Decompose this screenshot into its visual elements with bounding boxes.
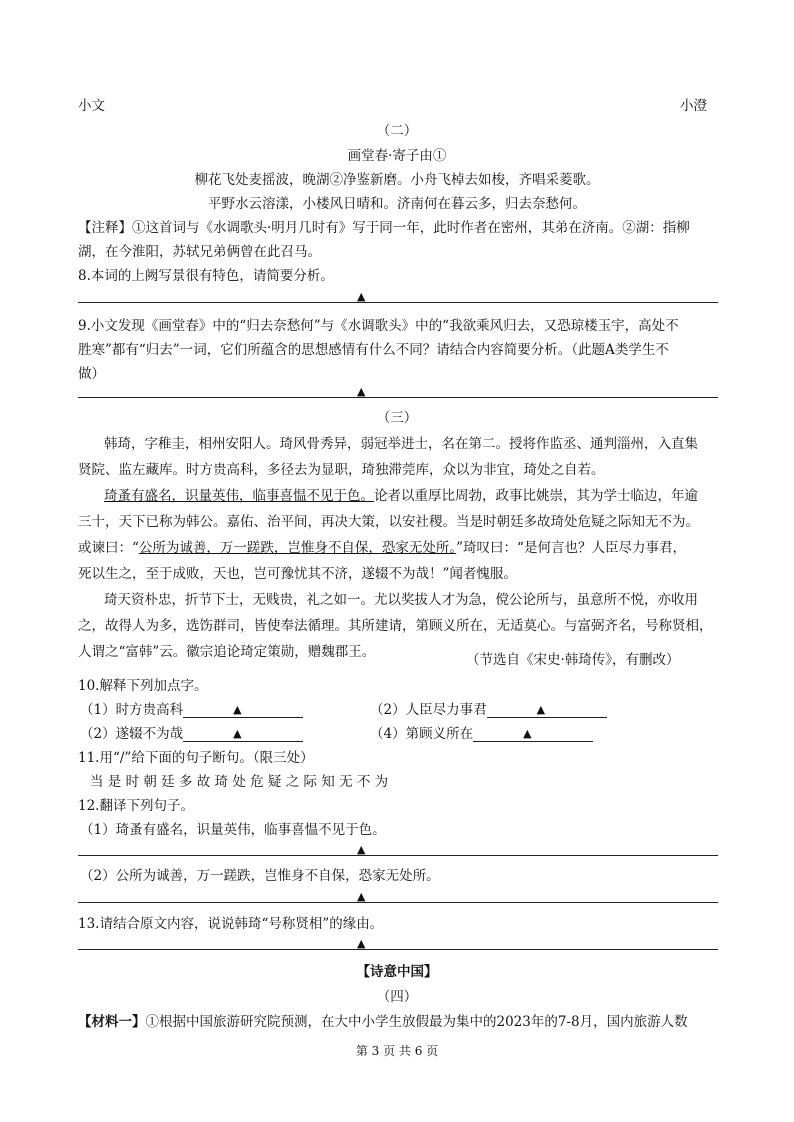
header-left-name: 小文 [78,98,105,114]
answer-line-q12-1[interactable] [78,855,718,856]
answer-mark-q8: ▲ [357,290,366,303]
answer-line-q12-2[interactable] [78,902,718,903]
q11-sentence: 当 是 时 朝 廷 多 故 琦 处 危 疑 之 际 知 无 不 为 [90,774,389,790]
passage-p2-line-1 [104,484,698,504]
passage-p3-line-2: 之，故得人为多，选饬群司，皆使奉法循理。其所建请，第顾义所在，无适莫心。与富弼齐名，号称贤相， [78,618,713,634]
answer-mark-q12-1: ▲ [357,843,366,856]
material-1-line [78,1010,688,1030]
passage-p1-line-2: 贤院、监左藏库。时方贵高科，多径去为显职，琦独滞莞库，众以为非宜，琦处之自若。 [78,462,605,478]
poem-title: 画堂春·寄子由① [347,148,447,164]
section4-number: （四） [376,989,418,1005]
section4-heading: 【诗意中国】 [356,964,438,980]
question-9-line-1: 9.小文发现《画堂春》中的“归去奈愁何”与《水调歌头》中的“我欲乘风归去，又恐琼楼玉宇，高处不 [78,318,679,334]
section2-number: （二） [376,123,418,139]
passage-p3-line-3: 人谓之“富韩”云。徽宗追论琦定策勋，赠魏郡王。 [78,644,376,660]
passage-p2-line-3 [78,536,686,556]
q12-item-1: （1）琦蚤有盛名，识量英伟，临事喜愠不见于色。 [80,822,386,838]
answer-mark: ▲ [523,727,532,740]
passage-p3-line-1: 琦天资朴忠，折节下士，无贱贵，礼之如一。尤以奖拔人才为急，傥公论所与，虽意所不悦，亦收用 [104,592,698,608]
passage-source: （节选自《宋史·韩琦传》，有删改） [466,652,680,668]
passage-p2-line-2: 三十，天下已称为韩公。嘉佑、治平间，再决大策，以安社稷。当是时朝廷多故琦处危疑之际知无不为。 [78,514,699,530]
poem-note-line-1: 【注释】①这首词与《水调歌头·明月几时有》写于同一年，此时作者在密州，其弟在济南。②湖：指柳 [78,220,690,236]
q10-item-3-label: （2）遂辍不为哉 [80,726,184,742]
poem-line-1: 柳花飞处麦摇波，晚湖②净鉴新磨。小舟飞棹去如梭，齐唱采菱歌。 [194,172,600,188]
question-11: 11.用“/”给下面的句子断句。（限三处） [78,750,314,766]
question-13: 13.请结合原文内容，说说韩琦“号称贤相”的缘由。 [78,916,384,932]
passage-p2-line-4: 死以生之，至于成败，天也，岂可豫忧其不济，遂辍不为哉！”闻者愧服。 [78,566,517,582]
question-12: 12.翻译下列句子。 [78,798,194,814]
q10-item-3 [80,722,303,742]
answer-mark: ▲ [233,703,242,716]
answer-mark-q12-2: ▲ [357,890,366,903]
q10-item-2 [370,698,607,718]
q10-item-1-blank[interactable] [183,703,303,718]
q10-item-1 [80,698,303,718]
material-1-text: ①根据中国旅游研究院预测，在大中小学生放假最为集中的2023年的7-8月，国内旅游人数 [145,1014,688,1030]
section3-number: （三） [376,410,418,426]
answer-line-q9[interactable] [78,397,718,398]
q12-item-2: （2）公所为诚善，万一蹉跌，岂惟身不自保，恐家无处所。 [80,868,440,884]
answer-mark-q13: ▲ [357,937,366,950]
q10-item-2-blank[interactable] [487,703,607,718]
question-8: 8.本词的上阙写景很有特色，请简要分析。 [78,268,334,284]
answer-mark: ▲ [536,703,546,716]
header-right-name: 小澄 [680,98,707,114]
underlined-sentence-1: 琦蚤有盛名，识量英伟，临事喜愠不见于色。 [104,488,374,504]
question-10: 10.解释下列加点字。 [78,678,208,694]
passage-p2-line-3-a: 或谏曰：“ [78,540,139,556]
page-footer: 第 3 页 共 6 页 [355,1044,439,1058]
q10-item-4-label: （4）第顾义所在 [370,726,474,742]
underlined-sentence-2: 公所为诚善，万一蹉跌，岂惟身不自保，恐家无处所。 [138,540,457,556]
passage-p2-line-3-b: ”琦叹曰：“是何言也？人臣尽力事君， [456,540,686,556]
passage-p2-line-1-rest: 论者以重厚比周勃，政事比姚崇，其为学士临边，年逾 [374,488,698,504]
q10-item-4 [370,722,593,742]
material-1-label: 【材料一】 [78,1014,146,1030]
q10-item-4-blank[interactable] [473,727,593,742]
answer-mark-q9: ▲ [357,385,366,398]
passage-p1-line-1: 韩琦，字稚圭，相州安阳人。琦风骨秀异，弱冠举进士，名在第二。授将作监丞、通判淄州，入直集 [104,436,698,452]
poem-line-2: 平野水云溶漾，小楼风日晴和。济南何在暮云多，归去奈愁何。 [208,196,586,212]
poem-note-line-2: 湖，在今淮阳，苏轼兄弟俩曾在此召马。 [78,244,321,260]
question-9-line-3: 做） [78,366,105,382]
question-9-line-2: 胜寒”都有“归去”一词，它们所蕴含的思想感情有什么不同？请结合内容简要分析。（此题A类学生不 [78,342,669,358]
q10-item-2-label: （2）人臣尽力事君 [370,702,487,718]
answer-mark: ▲ [233,727,242,740]
answer-line-q8[interactable] [78,302,718,303]
answer-line-q13[interactable] [78,949,718,950]
q10-item-3-blank[interactable] [183,727,303,742]
q10-item-1-label: （1）时方贵高科 [80,702,184,718]
